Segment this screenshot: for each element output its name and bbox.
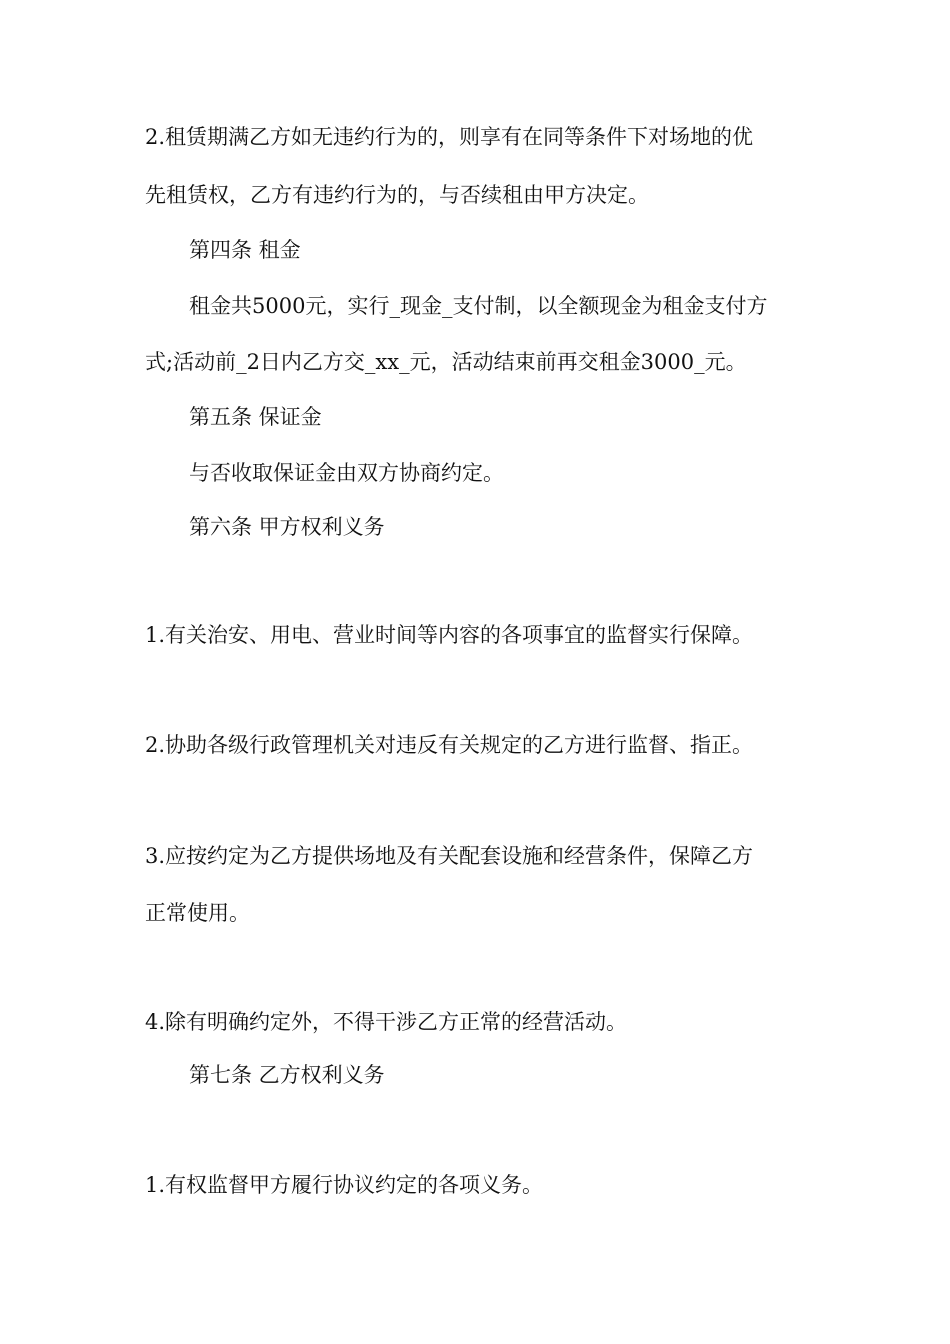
clause-6-item-2: 2.协助各级行政管理机关对违反有关规定的乙方进行监督、指正。 [145,733,754,757]
clause-4-body-line-1: 租金共5000元，实行_现金_支付制，以全额现金为租金支付方 [189,294,768,318]
clause-6-item-1: 1.有关治安、用电、营业时间等内容的各项事宜的监督实行保障。 [145,623,754,647]
clause-3-item-2-line-2: 先租赁权，乙方有违约行为的，与否续租由甲方决定。 [145,183,649,207]
clause-7-heading: 第七条 乙方权利义务 [189,1063,385,1087]
clause-4-heading: 第四条 租金 [189,238,301,262]
clause-3-item-2-line-1: 2.租赁期满乙方如无违约行为的，则享有在同等条件下对场地的优 [145,125,754,149]
clause-5-body: 与否收取保证金由双方协商约定。 [189,461,504,485]
clause-5-heading: 第五条 保证金 [189,405,322,429]
clause-6-heading: 第六条 甲方权利义务 [189,515,385,539]
clause-4-body-line-2: 式;活动前_2日内乙方交_xx_元，活动结束前再交租金3000_元。 [145,350,747,374]
clause-7-item-1: 1.有权监督甲方履行协议约定的各项义务。 [145,1173,544,1197]
clause-6-item-3-line-2: 正常使用。 [145,901,250,925]
clause-6-item-3-line-1: 3.应按约定为乙方提供场地及有关配套设施和经营条件，保障乙方 [145,844,754,868]
clause-6-item-4: 4.除有明确约定外，不得干涉乙方正常的经营活动。 [145,1010,628,1034]
